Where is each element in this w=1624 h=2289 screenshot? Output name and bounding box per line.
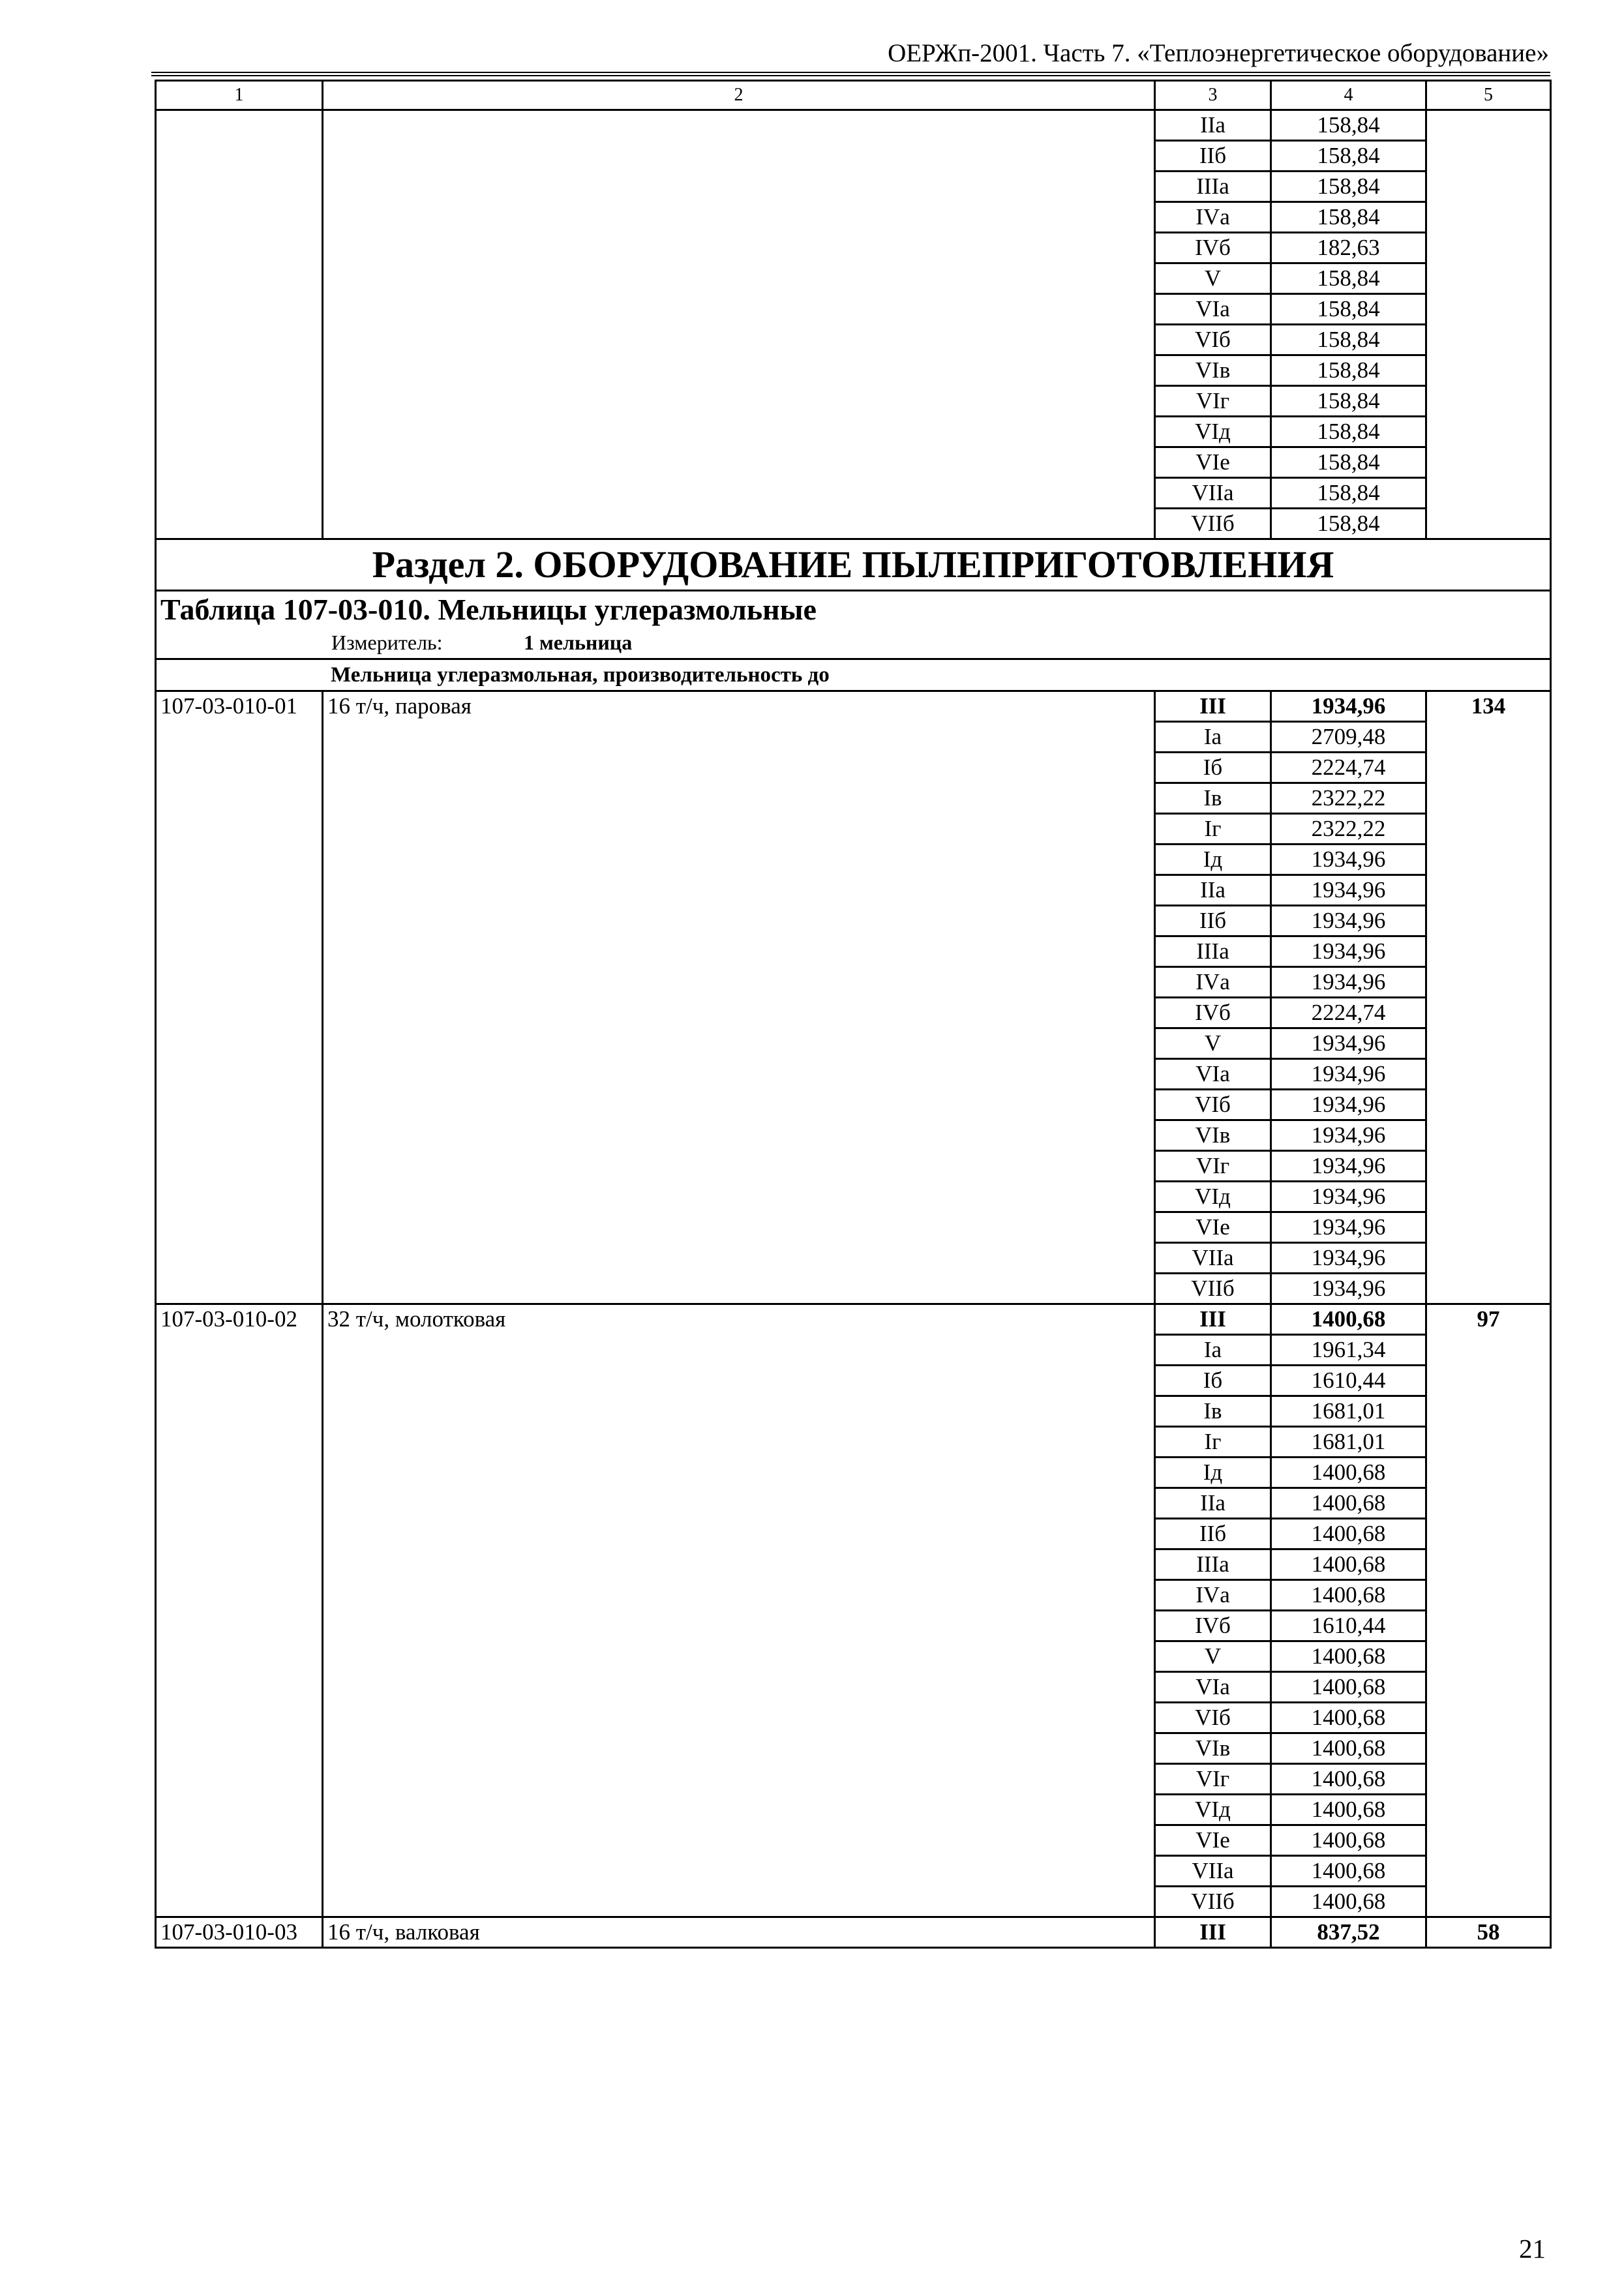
zone-cell: VIIб (1155, 509, 1271, 539)
zone-cell: VIд (1155, 417, 1271, 447)
price-cell: 1400,68 (1271, 1580, 1426, 1611)
base-zone: III (1155, 691, 1271, 722)
price-cell: 1681,01 (1271, 1427, 1426, 1458)
col5-cell-empty (1426, 447, 1551, 478)
zone-cell: Iг (1155, 1427, 1271, 1458)
base-zone: III (1155, 1304, 1271, 1335)
meter-value: 1 мельница (524, 631, 633, 654)
name-cell-empty (323, 417, 1155, 447)
zone-cell: Iг (1155, 814, 1271, 845)
price-cell: 1961,34 (1271, 1335, 1426, 1366)
price-cell: 1934,96 (1271, 1120, 1426, 1151)
item-col5: 58 (1426, 1917, 1551, 1948)
zone-cell: IIб (1155, 1519, 1271, 1549)
zone-cell: IIб (1155, 906, 1271, 936)
price-cell: 1400,68 (1271, 1488, 1426, 1519)
name-cell-empty (323, 233, 1155, 263)
price-cell: 158,84 (1271, 355, 1426, 386)
table-row (156, 478, 1551, 509)
price-cell: 1934,96 (1271, 1212, 1426, 1243)
col5-cell-empty (1426, 263, 1551, 294)
zone-cell: IVб (1155, 233, 1271, 263)
price-cell: 2224,74 (1271, 753, 1426, 783)
price-cell: 1934,96 (1271, 1059, 1426, 1090)
code-cell-empty (156, 172, 323, 202)
zone-cell: VIIб (1155, 1274, 1271, 1304)
item-row (156, 1304, 1551, 1335)
col5-cell-empty (1426, 202, 1551, 233)
price-cell: 2322,22 (1271, 814, 1426, 845)
price-cell: 1934,96 (1271, 1090, 1426, 1120)
zone-cell: IIб (1155, 141, 1271, 172)
zone-cell: VIг (1155, 1151, 1271, 1182)
item-code: 107-03-010-03 (156, 1917, 323, 1948)
base-price: 1934,96 (1271, 691, 1426, 722)
price-cell: 1934,96 (1271, 1182, 1426, 1212)
item-name: 32 т/ч, молотковая (323, 1304, 1155, 1917)
zone-cell: VIб (1155, 325, 1271, 355)
zone-cell: VIIа (1155, 1243, 1271, 1274)
column-number: 2 (323, 81, 1155, 110)
zone-cell: IIа (1155, 1488, 1271, 1519)
base-price: 837,52 (1271, 1917, 1426, 1948)
zone-cell: IIIа (1155, 172, 1271, 202)
price-cell: 1934,96 (1271, 967, 1426, 998)
price-cell: 158,84 (1271, 325, 1426, 355)
name-cell-empty (323, 263, 1155, 294)
zone-cell: VIв (1155, 355, 1271, 386)
price-cell: 158,84 (1271, 202, 1426, 233)
zone-cell: VIд (1155, 1182, 1271, 1212)
column-number: 5 (1426, 81, 1551, 110)
name-cell-empty (323, 447, 1155, 478)
col5-cell-empty (1426, 386, 1551, 417)
code-cell-empty (156, 447, 323, 478)
code-cell-empty (156, 294, 323, 325)
zone-cell: VIб (1155, 1703, 1271, 1733)
code-cell-empty (156, 386, 323, 417)
table-row (156, 417, 1551, 447)
item-col5: 97 (1426, 1304, 1551, 1917)
zone-cell: IIIа (1155, 936, 1271, 967)
code-cell-empty (156, 141, 323, 172)
price-cell: 1610,44 (1271, 1366, 1426, 1396)
zone-cell: Iа (1155, 1335, 1271, 1366)
col5-cell-empty (1426, 294, 1551, 325)
header-rule (151, 72, 1550, 76)
zone-cell: IVа (1155, 967, 1271, 998)
price-cell: 1681,01 (1271, 1396, 1426, 1427)
price-cell: 158,84 (1271, 478, 1426, 509)
price-cell: 1400,68 (1271, 1458, 1426, 1488)
item-code: 107-03-010-01 (156, 691, 323, 1304)
group-name: Мельница углеразмольная, производительность до (156, 659, 1551, 691)
zone-cell: VIд (1155, 1795, 1271, 1825)
table-row (156, 233, 1551, 263)
name-cell-empty (323, 141, 1155, 172)
code-cell-empty (156, 478, 323, 509)
item-name: 16 т/ч, валковая (323, 1917, 1155, 1948)
price-cell: 1400,68 (1271, 1795, 1426, 1825)
price-cell: 158,84 (1271, 386, 1426, 417)
zone-cell: VIа (1155, 294, 1271, 325)
price-cell: 158,84 (1271, 172, 1426, 202)
price-cell: 1934,96 (1271, 1028, 1426, 1059)
zone-cell: IIIа (1155, 1549, 1271, 1580)
name-cell-empty (323, 386, 1155, 417)
price-cell: 1610,44 (1271, 1611, 1426, 1641)
zone-cell: VIб (1155, 1090, 1271, 1120)
table-row (156, 202, 1551, 233)
table-row (156, 294, 1551, 325)
zone-cell: VIе (1155, 1212, 1271, 1243)
column-number: 1 (156, 81, 323, 110)
price-cell: 1400,68 (1271, 1703, 1426, 1733)
price-cell: 1400,68 (1271, 1733, 1426, 1764)
table-title-row (156, 591, 1551, 629)
price-cell: 158,84 (1271, 509, 1426, 539)
code-cell-empty (156, 233, 323, 263)
zone-cell: VIа (1155, 1672, 1271, 1703)
zone-cell: Iб (1155, 1366, 1271, 1396)
zone-cell: VIа (1155, 1059, 1271, 1090)
item-row (156, 691, 1551, 722)
price-cell: 1934,96 (1271, 1243, 1426, 1274)
zone-cell: V (1155, 1028, 1271, 1059)
code-cell-empty (156, 263, 323, 294)
running-header: ОЕРЖп-2001. Часть 7. «Теплоэнергетическое оборудование» (888, 39, 1549, 67)
table-title: Таблица 107-03-010. Мельницы углеразмольные (156, 591, 1551, 629)
zone-cell: VIе (1155, 447, 1271, 478)
zone-cell: Iд (1155, 1458, 1271, 1488)
zone-cell: IIа (1155, 875, 1271, 906)
price-cell: 1400,68 (1271, 1549, 1426, 1580)
column-number-row (156, 81, 1551, 110)
price-cell: 1934,96 (1271, 1274, 1426, 1304)
item-row (156, 1917, 1551, 1948)
code-cell-empty (156, 417, 323, 447)
name-cell-empty (323, 294, 1155, 325)
zone-cell: VIIа (1155, 478, 1271, 509)
table-row (156, 263, 1551, 294)
price-cell: 1400,68 (1271, 1856, 1426, 1887)
price-cell: 1934,96 (1271, 845, 1426, 875)
table-row (156, 110, 1551, 141)
item-col5: 134 (1426, 691, 1551, 1304)
name-cell-empty (323, 202, 1155, 233)
zone-cell: Iв (1155, 1396, 1271, 1427)
zone-cell: IVб (1155, 998, 1271, 1028)
price-cell: 1934,96 (1271, 875, 1426, 906)
item-code: 107-03-010-02 (156, 1304, 323, 1917)
code-cell-empty (156, 355, 323, 386)
section-title-row (156, 539, 1551, 591)
name-cell-empty (323, 110, 1155, 141)
col5-cell-empty (1426, 417, 1551, 447)
price-cell: 158,84 (1271, 110, 1426, 141)
price-cell: 1400,68 (1271, 1672, 1426, 1703)
zone-cell: IVа (1155, 1580, 1271, 1611)
name-cell-empty (323, 355, 1155, 386)
price-cell: 158,84 (1271, 294, 1426, 325)
price-cell: 158,84 (1271, 417, 1426, 447)
code-cell-empty (156, 325, 323, 355)
zone-cell: Iв (1155, 783, 1271, 814)
code-cell-empty (156, 110, 323, 141)
code-cell-empty (156, 509, 323, 539)
base-zone: III (1155, 1917, 1271, 1948)
table-row (156, 447, 1551, 478)
meter-cell (156, 628, 1551, 659)
price-cell: 1400,68 (1271, 1764, 1426, 1795)
page-number: 21 (1519, 2234, 1546, 2264)
name-cell-empty (323, 172, 1155, 202)
zone-cell: IVб (1155, 1611, 1271, 1641)
table-row (156, 141, 1551, 172)
col5-cell-empty (1426, 233, 1551, 263)
group-name-row (156, 659, 1551, 691)
price-cell: 2322,22 (1271, 783, 1426, 814)
col5-cell-empty (1426, 355, 1551, 386)
price-cell: 1934,96 (1271, 1151, 1426, 1182)
table-row (156, 172, 1551, 202)
col5-cell-empty (1426, 478, 1551, 509)
price-cell: 1400,68 (1271, 1519, 1426, 1549)
zone-cell: VIв (1155, 1120, 1271, 1151)
table-row (156, 325, 1551, 355)
col5-cell-empty (1426, 325, 1551, 355)
zone-cell: IIа (1155, 110, 1271, 141)
zone-cell: VIг (1155, 386, 1271, 417)
item-name: 16 т/ч, паровая (323, 691, 1155, 1304)
price-cell: 158,84 (1271, 263, 1426, 294)
base-price: 1400,68 (1271, 1304, 1426, 1335)
table-row (156, 509, 1551, 539)
zone-cell: VIг (1155, 1764, 1271, 1795)
price-cell: 1934,96 (1271, 906, 1426, 936)
column-number: 4 (1271, 81, 1426, 110)
name-cell-empty (323, 509, 1155, 539)
zone-cell: Iд (1155, 845, 1271, 875)
zone-cell: Iб (1155, 753, 1271, 783)
col5-cell-empty (1426, 110, 1551, 141)
zone-cell: IVа (1155, 202, 1271, 233)
price-cell: 182,63 (1271, 233, 1426, 263)
section-title: Раздел 2. ОБОРУДОВАНИЕ ПЫЛЕПРИГОТОВЛЕНИЯ (156, 539, 1551, 591)
table-row (156, 386, 1551, 417)
zone-cell: V (1155, 263, 1271, 294)
zone-cell: VIе (1155, 1825, 1271, 1856)
col5-cell-empty (1426, 172, 1551, 202)
zone-cell: VIIа (1155, 1856, 1271, 1887)
price-cell: 1400,68 (1271, 1825, 1426, 1856)
price-cell: 1934,96 (1271, 936, 1426, 967)
col5-cell-empty (1426, 509, 1551, 539)
name-cell-empty (323, 325, 1155, 355)
price-cell: 1400,68 (1271, 1887, 1426, 1917)
price-cell: 158,84 (1271, 141, 1426, 172)
zone-cell: V (1155, 1641, 1271, 1672)
meter-row (156, 628, 1551, 659)
column-number: 3 (1155, 81, 1271, 110)
price-cell: 1400,68 (1271, 1641, 1426, 1672)
zone-cell: VIIб (1155, 1887, 1271, 1917)
meter-label: Измеритель: (331, 631, 443, 654)
name-cell-empty (323, 478, 1155, 509)
table-row (156, 355, 1551, 386)
price-cell: 2709,48 (1271, 722, 1426, 753)
col5-cell-empty (1426, 141, 1551, 172)
estimate-table (155, 80, 1552, 1949)
zone-cell: Iа (1155, 722, 1271, 753)
price-cell: 158,84 (1271, 447, 1426, 478)
price-cell: 2224,74 (1271, 998, 1426, 1028)
zone-cell: VIв (1155, 1733, 1271, 1764)
code-cell-empty (156, 202, 323, 233)
